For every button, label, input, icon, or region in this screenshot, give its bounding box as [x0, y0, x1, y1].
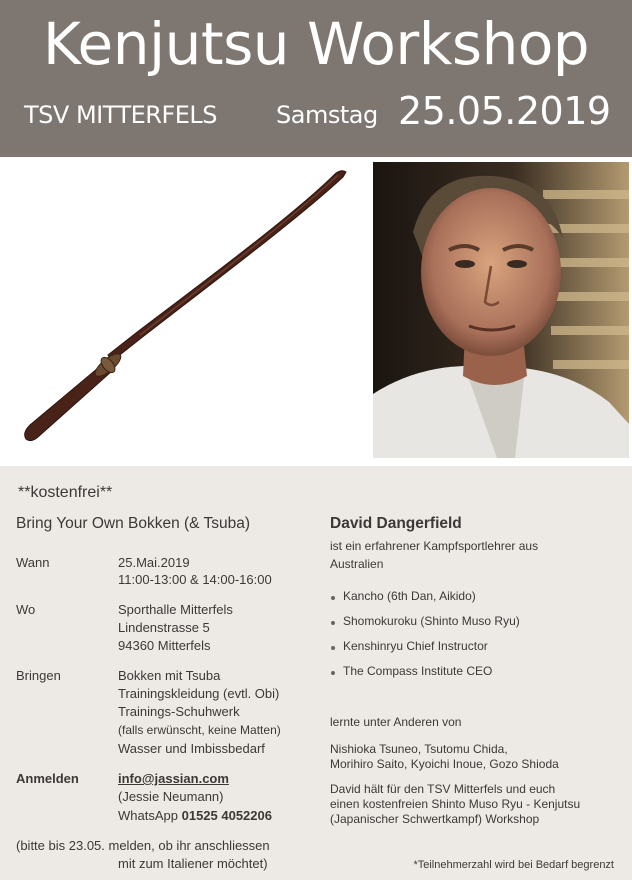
event-day: Samstag [276, 101, 378, 129]
bring-item: Bokken mit Tsuba [118, 668, 221, 683]
instructor-portrait [373, 162, 629, 458]
footnote: *Teilnehmerzahl wird bei Bedarf begrenzt [413, 859, 614, 871]
tagline: Bring Your Own Bokken (& Tsuba) [16, 515, 251, 532]
learned-from: lernte unter Anderen von [330, 715, 462, 729]
email-link[interactable]: info@jassian.com [118, 771, 229, 786]
teachers-line: Morihiro Saito, Kyoichi Inoue, Gozo Shioda [330, 757, 559, 771]
info-panel [0, 466, 632, 880]
instructor-name: David Dangerfield [330, 515, 462, 532]
note-line: (bitte bis 23.05. melden, ob ihr anschliessen [16, 838, 270, 853]
whatsapp-line [118, 807, 272, 824]
credential-item: The Compass Institute CEO [343, 664, 493, 678]
page-title: Kenjutsu Workshop [42, 10, 590, 78]
note-line: mit zum Italiener möchtet) [118, 856, 268, 871]
bring-note: (falls erwünscht, keine Matten) [118, 723, 281, 737]
whatsapp-label: WhatsApp [118, 808, 178, 823]
bullet-icon [331, 671, 335, 675]
when-time: 11:00-13:00 & 14:00-16:00 [118, 572, 272, 587]
where-venue: Sporthalle Mitterfels [118, 602, 233, 617]
bring-item: Trainingskleidung (evtl. Obi) [118, 686, 280, 701]
contact-name: (Jessie Neumann) [118, 789, 224, 804]
when-label: Wann [16, 555, 50, 570]
whatsapp-number: 01525 4052206 [181, 808, 272, 823]
where-street: Lindenstrasse 5 [118, 620, 210, 635]
credential-item: Kancho (6th Dan, Aikido) [343, 589, 476, 603]
credential-item: Kenshinryu Chief Instructor [343, 639, 488, 653]
bullet-icon [331, 621, 335, 625]
bring-item: Wasser und Imbissbedarf [118, 741, 265, 756]
closing-line: David hält für den TSV Mitterfels und euch [330, 782, 556, 796]
closing-line: (Japanischer Schwertkampf) Workshop [330, 812, 540, 826]
event-date: 25.05.2019 [398, 89, 611, 133]
where-label: Wo [16, 602, 36, 617]
instructor-intro: ist ein erfahrener Kampfsportlehrer aus [330, 539, 539, 553]
register-label: Anmelden [16, 771, 79, 786]
bokken-image [0, 157, 372, 459]
teachers-line: Nishioka Tsuneo, Tsutomu Chida, [330, 742, 508, 756]
bring-item: Trainings-Schuhwerk [118, 704, 240, 719]
instructor-intro: Australien [330, 557, 384, 571]
bullet-icon [331, 646, 335, 650]
bring-label: Bringen [16, 668, 61, 683]
when-date: 25.Mai.2019 [118, 555, 190, 570]
credential-item: Shomokuroku (Shinto Muso Ryu) [343, 614, 520, 628]
closing-line: einen kostenfreien Shinto Muso Ryu - Kenjutsu [330, 797, 581, 811]
club-name: TSV MITTERFELS [24, 101, 218, 129]
price-note: **kostenfrei** [18, 484, 113, 501]
where-city: 94360 Mitterfels [118, 638, 211, 653]
header-banner [0, 0, 632, 157]
bullet-icon [331, 596, 335, 600]
